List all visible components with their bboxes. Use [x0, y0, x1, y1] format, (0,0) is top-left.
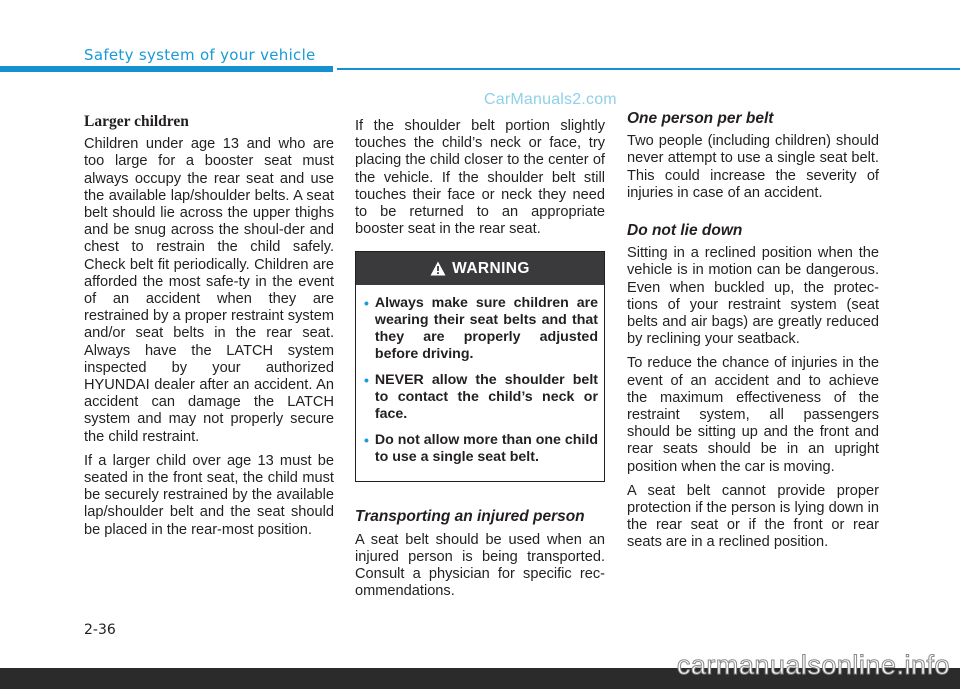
paragraph: A seat belt cannot provide proper protection if the person is lying down in the rear seat or if the front or rear seats are in a reclined position. — [627, 482, 879, 551]
warning-header — [356, 252, 604, 285]
heading-injured-person: Transporting an injured person — [355, 508, 585, 526]
warning-item-text: NEVER allow the shoulder belt to contact the child’s neck or face. — [374, 372, 598, 423]
paragraph: Children under age 13 and who are too large for a booster seat must always occupy the rear seat and use the available lap/shoulder belts. A seat belt should lie across the upper thighs and be snug across the shoul-der and chest to restrain the child safely. Check belt fit periodically. Children are afforded the most safe-ty in the event of an accident when they are restrained by a proper restraint system and/or seat belts in the rear seat. Always have the LATCH system inspected by your authorized HYUNDAI dealer after an accident. An accident can damage the LATCH system and may not properly secure the child restraint. — [84, 136, 334, 445]
header-bar — [0, 66, 333, 72]
heading-larger-children: Larger children — [84, 113, 189, 130]
column-middle — [355, 118, 605, 607]
warning-item — [364, 432, 598, 466]
paragraph: If the shoulder belt portion slightly touches the child’s neck or face, try placing the child closer to the center of the vehicle. If the shoulder belt still touches their face or neck they need to be returned to an appropriate booster seat in the rear seat. — [355, 118, 605, 238]
warning-item — [364, 295, 598, 363]
paragraph: Sitting in a reclined position when the vehicle is in motion can be dangerous. Even when buckled up, the protec-tions of your restraint system (seat belts and air bags) are greatly reduced by reclining your seatback. — [627, 245, 879, 348]
watermark-bottom[interactable]: carmanualsonline.info — [676, 650, 950, 680]
warning-triangle-icon — [430, 261, 446, 276]
column-left — [84, 110, 334, 546]
bullet-icon: • — [364, 372, 369, 389]
paragraph: A seat belt should be used when an injured person is being transported. Consult a physician for specific rec-ommendations. — [355, 531, 605, 600]
warning-item-text: Do not allow more than one child to use a single seat belt. — [374, 432, 598, 466]
paragraph: To reduce the chance of injuries in the event of an accident and to achieve the maximum effectiveness of the restraint system, all passengers should be sitting up and the front and rear seats should be in an upright position when the car is moving. — [627, 355, 879, 475]
column-right — [627, 110, 879, 559]
section-title: Safety system of your vehicle — [84, 46, 316, 64]
warning-body — [356, 285, 604, 481]
warning-item — [364, 372, 598, 423]
warning-box — [355, 251, 605, 482]
warning-item-text: Always make sure children are wearing their seat belts and that they are properly adjusted before driving. — [374, 295, 598, 363]
paragraph: Two people (including children) should never attempt to use a single seat belt. This could increase the severity of injuries in case of an accident. — [627, 133, 879, 201]
header-rule — [337, 68, 960, 70]
paragraph: If a larger child over age 13 must be seated in the front seat, the child must be securely restrained by the available lap/shoulder belt and the seat should be placed in the rear-most position. — [84, 452, 334, 538]
heading-do-not-lie-down: Do not lie down — [627, 222, 743, 240]
watermark-top[interactable]: CarManuals2.com — [484, 91, 617, 108]
bullet-icon: • — [364, 432, 369, 449]
page-number: 2-36 — [84, 622, 116, 638]
heading-one-person: One person per belt — [627, 110, 774, 127]
warning-title: WARNING — [452, 260, 530, 278]
bullet-icon: • — [364, 295, 369, 312]
